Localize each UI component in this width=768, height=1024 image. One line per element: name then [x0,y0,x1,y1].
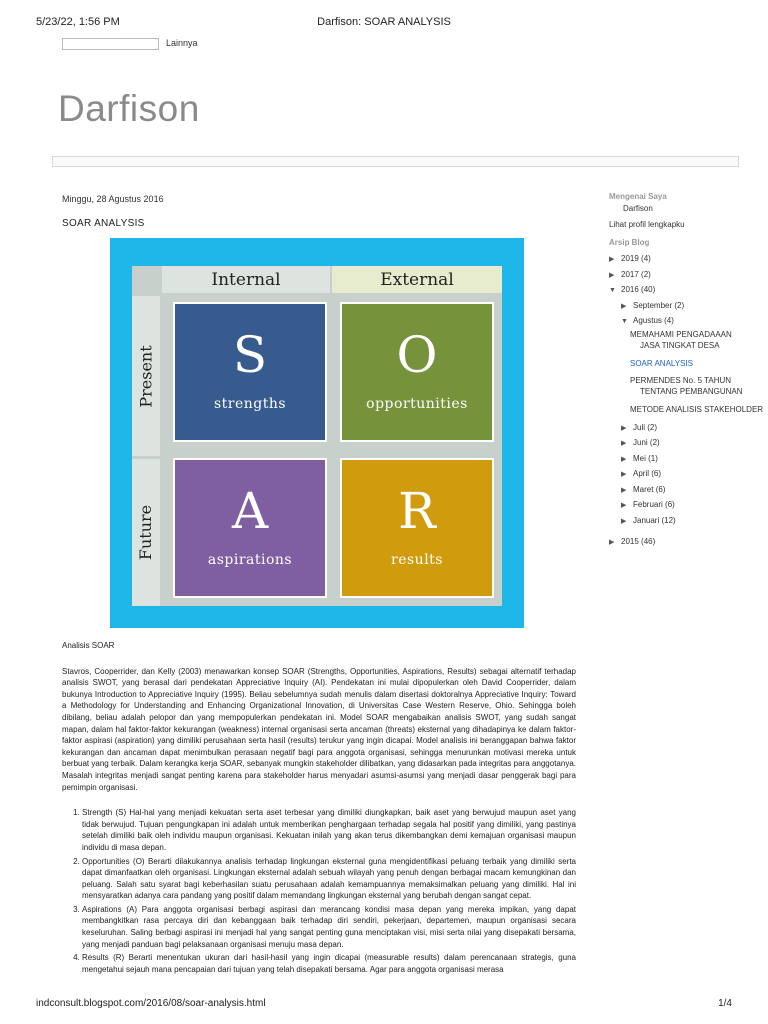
soar-matrix [132,266,502,606]
blogger-navbar [62,38,262,52]
archive-year-label[interactable]: 2017 [621,269,639,279]
archive-month-juli[interactable] [609,420,737,436]
archive-year-label[interactable]: 2015 [621,537,639,546]
post-body [62,640,576,977]
archive-post-link[interactable]: JASA TINGKAT DESA [640,340,720,350]
quadrant-opportunities [340,302,494,442]
quadrant-word: strengths [213,396,287,412]
triangle-right-icon[interactable]: ▶ [621,424,627,432]
triangle-down-icon[interactable]: ▼ [609,287,616,294]
archive-count: (2) [641,269,651,279]
archive-year-2017[interactable] [609,267,737,283]
archive-year-2019[interactable] [609,251,737,267]
triangle-right-icon[interactable]: ▶ [621,440,627,447]
archive-count: (4) [641,254,651,263]
triangle-right-icon[interactable]: ▶ [621,486,627,494]
quadrant-word: results [391,552,443,568]
archive-count: (12) [661,515,676,525]
column-header-external: External [332,266,502,293]
archive-month-februari[interactable] [609,497,737,513]
triangle-right-icon[interactable]: ▶ [609,539,615,546]
archive-year-2016[interactable] [609,282,737,298]
archive-count: (40) [641,285,656,294]
archive-month-label[interactable]: Januari [633,515,660,525]
archive-month-april[interactable] [609,466,737,482]
quadrant-letter: A [231,482,269,540]
archive-post-link[interactable]: PERMENDES No. 5 TAHUN [630,375,732,385]
archive-post-link-active[interactable]: SOAR ANALYSIS [630,358,693,368]
archive-month-agustus[interactable] [609,313,737,329]
archive-month-label[interactable]: Agustus [633,316,662,325]
list-item: 3. Aspirations (A) Para anggota organisasi berbagi aspirasi dan merancang kondisi masa depan yang mereka impikan, yang dapat membangkitkan rasa percaya diri dan kebanggaan baik terhadap diri sendiri, pekerjaan, departemen, maupun organisasi secara keseluruhan. Saling berbagi aspirasi ini menjadi hal yang sangat penting guna menciptakan visi, misi serta nilai yang disepakati bersama, yang menjadi panduan bagi pelaksanaan organisasi menuju masa depan. [82,904,576,950]
post-paragraph: Stavros, Cooperrider, dan Kelly (2003) menawarkan konsep SOAR (Strengths, Opportunities, Aspirations, Results) sebagai alternatif terhadap analisis SWOT, yang berasal dari pendekatan Appreciative Inquiry (AI). Pendekatan ini mulai dipopulerkan oleh David Cooperrider, dalam bukunya Introduction to Appreciative Inquiry (1995). Beliau sebelumnya sudah menulis dalam disertasi doktoralnya Appreciative Inquiry: Toward a Methodology for Understanding and Enhancing Organizational Innovation, di Universitas Case Western Reserve, Ohio. Sehingga boleh dibilang, beliau adalah pelopor dan yang mempopulerkan pendekatan ini. Model SOAR mengabaikan analisis SWOT, yang sudah sangat mapan, dalam hal faktor-faktor kekurangan (weakness) internal organisasi serta ancaman (threats) eksternal yang dihadapinya ke dalam faktor-faktor aspirasi (aspiration) yang dimiliki perusahaan serta hasil (results) terukur yang ingin dicapai. Model analisis ini beranggapan bahwa faktor kekurangan dan ancaman dapat menimbulkan perasaan negatif bagi para anggota organisasi, sehingga menurunkan motivasi mereka untuk berbuat yang terbaik. Dalam kerangka kerja SOAR, sebanyak mungkin stakeholder dilibatkan, yang didasarkan pada integritas para anggotanya. Masalah integritas menjadi sangat penting karena para stakeholder harus menyadari asumsi-asumsi yang menjadi dasar penggerak bagi para pemimpin organisasi. [62,666,576,792]
row-label-future: Future [136,504,156,561]
print-footer [36,998,732,1010]
triangle-right-icon[interactable]: ▶ [609,256,615,263]
header-divider-bar [52,156,739,167]
archive-count: (1) [648,453,658,463]
archive-month-label[interactable]: Februari [633,500,663,509]
author-link[interactable]: Darfison [623,204,653,213]
archive-month-label[interactable]: April [633,469,650,478]
post-title: SOAR ANALYSIS [62,218,145,229]
row-header-future [132,459,160,606]
archive-month-maret[interactable] [609,482,737,498]
soar-list [62,807,576,975]
quadrant-strengths [173,302,327,442]
archive-year-label[interactable]: 2019 [621,254,639,263]
post [62,194,576,229]
archive-count: (2) [649,438,660,447]
archive-month-september[interactable] [609,298,737,314]
archive-month-januari[interactable] [609,513,737,529]
triangle-down-icon[interactable]: ▼ [621,318,628,325]
list-item: 4. Results (R) Berarti menentukan ukuran dari hasil-hasil yang ingin dicapai (measurable results) dalam perencanaan strategis, guna mengetahui sejauh mana pencapaian dari tujuan yang telah disepakati bersama. Agar para anggota organisasi merasa [82,952,576,975]
print-header [36,16,732,30]
archive-month-label[interactable]: September [633,300,673,310]
post-date: Minggu, 28 Agustus 2016 [62,194,164,204]
archive-count: (2) [647,422,658,432]
next-blog-link[interactable]: Lainnya [166,38,198,48]
sidebar [609,192,764,550]
column-header-internal: Internal [162,266,330,293]
list-item: 1. Strength (S) Hal-hal yang menjadi kekuatan serta aset terbesar yang dimiliki diungkapkan, baik aset yang berwujud maupun aset yang tidak berwujud. Tujuan pengungkapan ini adalah untuk memberikan penghargaan terhadap segala hal positif yang dimiliki, yang pastinya setelah dimiliki baik oleh individu maupun organisasi. Kekuatan inilah yang akan terus dikembangkan demi kemajuan organisasi maupun individu di masa depan. [82,807,576,853]
archive-heading: Arsip Blog [609,238,650,247]
quadrant-letter: S [232,326,268,384]
search-input[interactable] [62,38,159,50]
triangle-right-icon[interactable]: ▶ [621,502,627,509]
archive-count: (6) [651,469,662,478]
quadrant-word: opportunities [366,396,468,412]
archive-month-mei[interactable] [609,451,737,467]
archive-post-link[interactable]: METODE ANALISIS STAKEHOLDER [630,404,764,414]
triangle-right-icon[interactable]: ▶ [609,271,615,279]
archive-count: (46) [641,537,656,546]
row-label-present: Present [136,344,156,408]
list-item: 2. Opportunities (O) Berarti dilakukannya analisis terhadap lingkungan eksternal guna mengidentifikasi peluang terbaik yang dimiliki serta dapat dimanfaatkan oleh organisasi. Lingkungan eksternal adalah sebuah wilayah yang penuh dengan berbagai macam kemungkinan dan peluang. Salah satu syarat bagi keberhasilan suatu perusahaan adalah kemampuannya memaksimalkan peluang yang dimiliki. Hal ini mensyaratkan adanya cara pandang yang positif dalam memandang lingkungan eksternal yang berubah dengan sangat cepat. [82,856,576,902]
archive-post-link[interactable]: TENTANG PEMBANGUNAN [640,386,743,396]
triangle-right-icon[interactable]: ▶ [621,455,627,463]
archive-count: (4) [664,316,674,325]
blog-title[interactable]: Darfison [58,88,200,129]
quadrant-word: aspirations [207,552,293,568]
print-datetime: 5/23/22, 1:56 PM [36,16,120,28]
triangle-right-icon[interactable]: ▶ [621,517,627,525]
row-header-present [132,296,160,456]
archive-month-label[interactable]: Mei [633,453,646,463]
quadrant-results [340,458,494,598]
archive-month-label[interactable]: Maret [633,484,654,494]
archive-month-label[interactable]: Juni [633,438,648,447]
quadrant-letter: R [398,482,436,540]
archive-count: (6) [655,484,666,494]
post-heading: Analisis SOAR [62,641,115,650]
about-heading: Mengenai Saya [609,192,667,201]
print-url: indconsult.blogspot.com/2016/08/soar-analysis.html [36,998,266,1009]
archive-year-2015[interactable] [609,534,737,550]
profile-link[interactable]: Lihat profil lengkapku [609,219,685,229]
archive-count: (2) [674,300,685,310]
quadrant-letter: O [396,326,438,384]
print-page-title: Darfison: SOAR ANALYSIS [317,16,451,28]
quadrant-aspirations [173,458,327,598]
print-page-number: 1/4 [718,998,732,1009]
archive-post-link[interactable]: MEMAHAMI PENGADAAAN [630,329,732,339]
triangle-right-icon[interactable]: ▶ [621,302,627,310]
triangle-right-icon[interactable]: ▶ [621,471,627,478]
archive-year-label[interactable]: 2016 [621,285,639,294]
archive-count: (6) [665,500,675,509]
archive-month-juni[interactable] [609,435,737,451]
soar-diagram-image [110,238,524,628]
archive-month-label[interactable]: Juli [633,422,646,432]
